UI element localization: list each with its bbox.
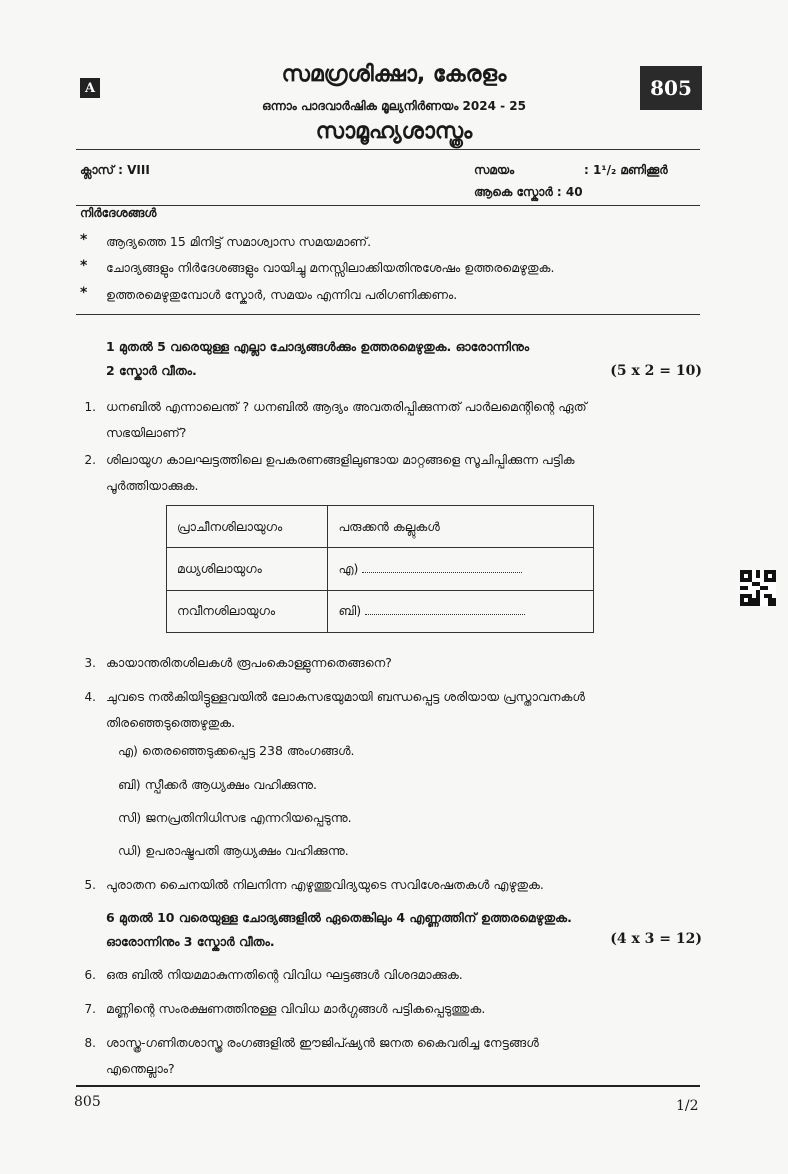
instructions-heading: നിർദേശങ്ങൾ: [80, 206, 157, 220]
section1-line2: 2 സ്കോർ വീതം.: [106, 363, 197, 378]
question-1: [106, 394, 702, 446]
answer-label: എ): [338, 560, 359, 576]
question-number: 1.: [84, 400, 96, 414]
table-row: [167, 590, 594, 632]
instruction-bullet: *: [80, 258, 88, 274]
table-answer-cell: [328, 548, 594, 590]
footer-divider: [76, 1085, 700, 1087]
option-c: സി) ജനപ്രതിനിധിസഭ എന്നറിയപ്പെടുന്നു.: [118, 810, 352, 825]
question-number: 2.: [84, 453, 96, 467]
instruction-item: ഉത്തരമെഴുതുമ്പോൾ സ്കോർ, സമയം എന്നിവ പരിഗണിക്കണം.: [106, 287, 458, 302]
table-cell: മധ്യശിലായുഗം: [167, 548, 328, 590]
instruction-bullet: *: [80, 232, 88, 248]
section1-marks: (5 x 2 = 10): [610, 363, 702, 379]
question-1-line2: സഭയിലാണ്?: [106, 425, 187, 440]
header-divider: [76, 149, 700, 150]
question-8: [106, 1030, 702, 1082]
section2-marks: (4 x 3 = 12): [610, 931, 702, 947]
question-2-line2: പൂർത്തിയാക്കുക.: [106, 478, 199, 493]
answer-blank: [365, 604, 525, 615]
option-a: എ) തെരഞ്ഞെടുക്കപ്പെട്ട 238 അംഗങ്ങൾ.: [118, 743, 355, 758]
option-b: ബി) സ്പീക്കർ ആധ്യക്ഷം വഹിക്കുന്നു.: [118, 777, 318, 792]
exam-name: ഒന്നാം പാദവാർഷിക മൂല്യനിർണയം 2024 - 25: [262, 99, 526, 113]
question-4-line1: ചുവടെ നൽകിയിട്ടുള്ളവയിൽ ലോകസഭയുമായി ബന്ധപ്പെട്ട ശരിയായ പ്രസ്താവനകൾ: [106, 689, 585, 704]
instruction-bullet: *: [80, 285, 88, 301]
instructions-divider: [76, 314, 700, 315]
time-label: സമയം: [474, 163, 515, 177]
question-3: കായാന്തരിതശിലകൾ രൂപംകൊള്ളുന്നതെങ്ങനെ?: [106, 655, 392, 670]
subject-title: സാമൂഹ്യശാസ്ത്രം: [315, 119, 473, 144]
table-answer-cell: [328, 590, 594, 632]
paper-code-badge: 805: [640, 66, 702, 110]
question-4-line2: തിരഞ്ഞെടുത്തെഴുതുക.: [106, 715, 236, 730]
question-2-line1: ശിലായുഗ കാലഘട്ടത്തിലെ ഉപകരണങ്ങളിലുണ്ടായ മാറ്റങ്ങളെ സൂചിപ്പിക്കുന്ന പട്ടിക: [106, 452, 575, 467]
answer-label: ബി): [338, 603, 362, 619]
question-6: ഒരു ബിൽ നിയമമാകുന്നതിന്റെ വിവിധ ഘട്ടങ്ങൾ വിശദമാക്കുക.: [106, 967, 463, 982]
qr-code-icon: [740, 570, 776, 606]
option-d: ഡി) ഉപരാഷ്ട്രപതി ആധ്യക്ഷം വഹിക്കുന്നു.: [118, 843, 349, 858]
question-number: 4.: [84, 690, 96, 704]
question-number: 8.: [84, 1036, 96, 1050]
total-score: ആകെ സ്കോർ : 40: [474, 185, 583, 199]
org-title: സമഗ്രശിക്ഷാ, കേരളം: [281, 62, 507, 87]
instruction-item: ചോദ്യങ്ങളും നിർദേശങ്ങളും വായിച്ചു മനസ്സിലാക്കിയതിനുശേഷം ഉത്തരമെഴുതുക.: [106, 260, 555, 275]
table-row: [167, 548, 594, 590]
footer-paper-code: 805: [74, 1094, 101, 1110]
answer-blank: [362, 562, 522, 573]
instruction-item: ആദ്യത്തെ 15 മിനിട്ട് സമാശ്വാസ സമയമാണ്.: [106, 234, 372, 249]
question-4: [106, 684, 702, 736]
question-2: [106, 447, 702, 499]
section2-line2: ഓരോന്നിനും 3 സ്കോർ വീതം.: [106, 934, 275, 949]
table-cell: പരുക്കൻ കല്ലുകൾ: [328, 506, 594, 548]
question-number: 6.: [84, 968, 96, 982]
question-8-line2: എന്തെല്ലാം?: [106, 1061, 175, 1076]
table-cell: നവീനശിലായുഗം: [167, 590, 328, 632]
question-8-line1: ശാസ്ത്ര-ഗണിതശാസ്ത്ര രംഗങ്ങളിൽ ഈജിപ്ഷ്യൻ ജനത കൈവരിച്ച നേട്ടങ്ങൾ: [106, 1035, 539, 1050]
table-cell: പ്രാചീനശിലായുഗം: [167, 506, 328, 548]
page-number: 1/2: [676, 1098, 699, 1114]
section1-line1: 1 മുതൽ 5 വരെയുള്ള എല്ലാ ചോദ്യങ്ങൾക്കും ഉത്തരമെഴുതുക. ഓരോന്നിനും: [106, 339, 530, 354]
time-value: : 1¹/₂ മണിക്കൂർ: [584, 163, 668, 177]
table-row: [167, 506, 594, 548]
meta-divider: [76, 205, 700, 206]
class-label: ക്ലാസ് : VIII: [80, 163, 150, 177]
question-7: മണ്ണിന്റെ സംരക്ഷണത്തിനുള്ള വിവിധ മാർഗ്ഗങ്ങൾ പട്ടികപ്പെടുത്തുക.: [106, 1001, 486, 1016]
stone-age-table: [166, 505, 594, 633]
question-1-line1: ധനബിൽ എന്നാലെന്ത് ? ധനബിൽ ആദ്യം അവതരിപ്പിക്കുന്നത് പാർലമെന്റിന്റെ ഏത്: [106, 399, 587, 414]
question-number: 7.: [84, 1002, 96, 1016]
section2-line1: 6 മുതൽ 10 വരെയുള്ള ചോദ്യങ്ങളിൽ ഏതെങ്കിലും 4 എണ്ണത്തിന് ഉത്തരമെഴുതുക.: [106, 910, 572, 925]
question-5: പുരാതന ചൈനയിൽ നിലനിന്ന എഴുത്തുവിദ്യയുടെ സവിശേഷതകൾ എഴുതുക.: [106, 877, 544, 892]
question-number: 3.: [84, 656, 96, 670]
question-number: 5.: [84, 878, 96, 892]
set-badge: A: [80, 78, 100, 98]
